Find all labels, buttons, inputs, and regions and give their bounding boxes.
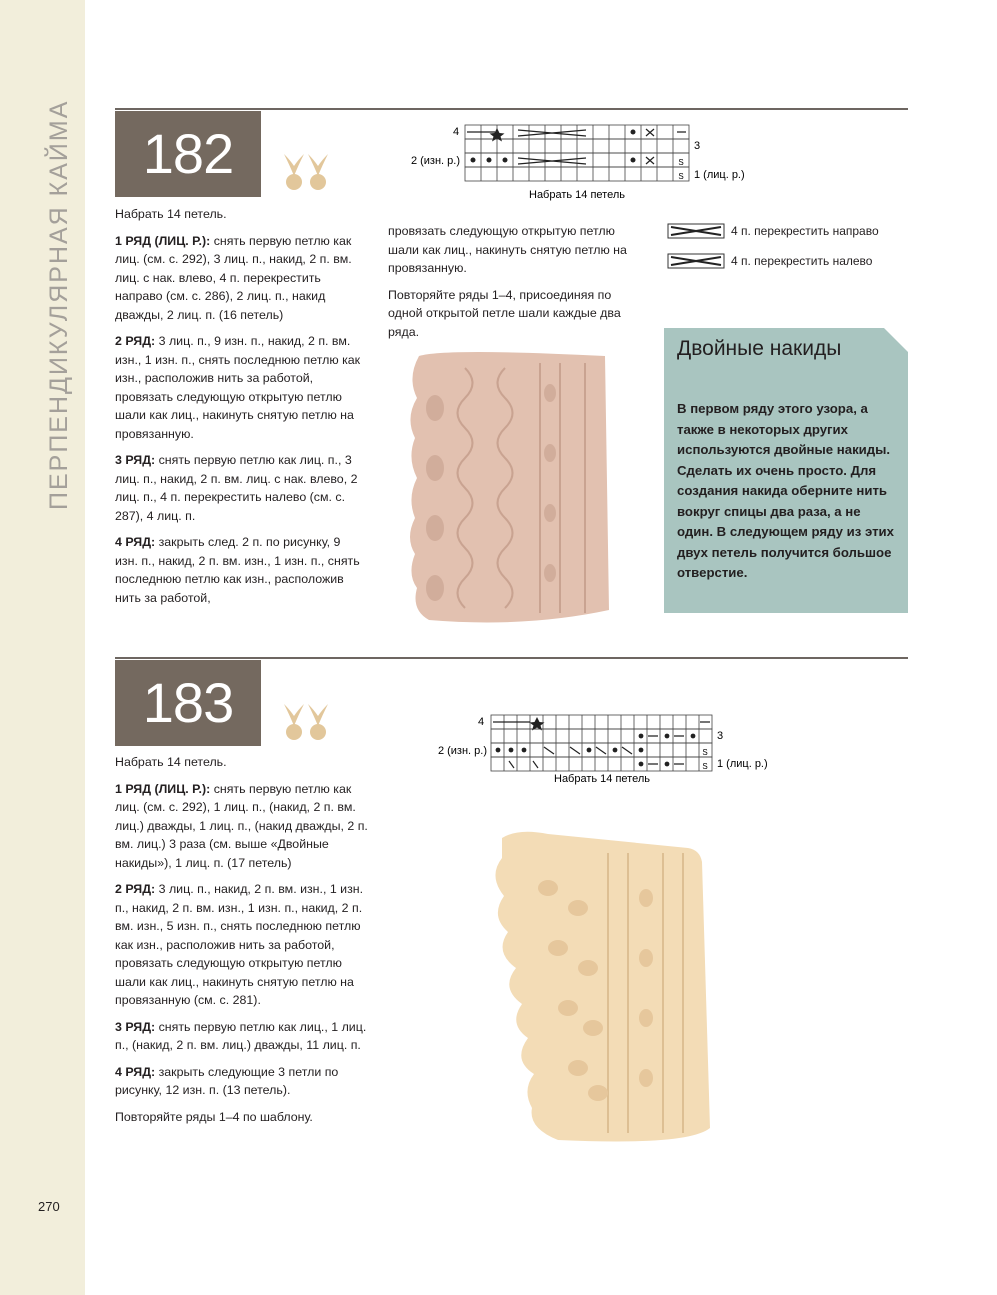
row-2: 2 РЯД: 3 лиц. п., 9 изн. п., накид, 2 п. вм. изн., 1 изн. п., снять последнюю петлю как изн., расположив нить за работой, провязать следующую открытую петлю шали как лиц., накинуть снятую петлю на провязанную. [115, 334, 361, 441]
chart-183-row3: 3 [717, 730, 724, 742]
pattern-183-chart [430, 710, 790, 799]
cast-on: Набрать 14 петель. [115, 755, 227, 769]
svg-text:S: S [678, 158, 684, 167]
pattern-182-continuation [388, 222, 643, 349]
legend-item-cross-right [667, 220, 879, 242]
pattern-182-instructions [115, 205, 365, 615]
chart-182-row2: 2 (изн. р.) [410, 155, 460, 167]
chart-182-row3: 3 [694, 140, 701, 152]
svg-text:S: S [702, 748, 708, 757]
chart-182-row1: 1 (лиц. р.) [694, 169, 745, 181]
cross-right-icon [667, 223, 725, 239]
row-3: 3 РЯД: снять первую петлю как лиц. п., 3 лиц. п., накид, 2 п. вм. лиц. с нак. влево, 2 лиц. п., 4 п. перекрестить налево (см. с. 287), 4 лиц. п. [115, 453, 358, 523]
chart-183-caption: Набрать 14 петель [554, 773, 650, 785]
cast-on: Набрать 14 петель. [115, 207, 227, 221]
section-title: ПЕРПЕНДИКУЛЯРНАЯ КАЙМА [45, 99, 73, 510]
repeat-note: Повторяйте ряды 1–4 по шаблону. [115, 1109, 313, 1124]
svg-text:S: S [678, 172, 684, 181]
chart-182-row4: 4 [453, 126, 460, 138]
row-1: 1 РЯД (ЛИЦ. Р.): снять первую петлю как лиц. (см. с. 292), 1 лиц. п., (накид, 2 п. вм. лиц.) дважды, 1 лиц. п., (накид дважды, 2 п. вм. лиц.) 3 раза (см. выше «Двойные накиды»), 1 лиц. п. (17 петель) [115, 781, 368, 870]
row-2: 2 РЯД: 3 лиц. п., накид, 2 п. вм. изн., 1 изн. п., накид, 2 п. вм. изн., 1 изн. п., накид, 2 п. вм. изн., 5 изн. п., снять последнюю петлю как изн., расположив нить за работой, провязать следующую открытую петлю шали как лиц., накинуть снятую петлю на провязанную (см. с. 281). [115, 882, 364, 1007]
swatch-182-photo [405, 348, 615, 630]
sidebar-body: В первом ряду этого узора, а также в некоторых других используются двойные накиды. Сделать их очень просто. Для создания накида оберните нить вокруг спицы два раза, а не один. В следующем ряду из этих двух петель получится большое отверстие. [677, 401, 894, 580]
cross-left-icon [667, 253, 725, 269]
chart-183-row1: 1 (лиц. р.) [717, 758, 768, 770]
pattern-182-chart [400, 120, 760, 209]
chart-182-caption: Набрать 14 петель [529, 189, 625, 201]
legend-label: 4 п. перекрестить направо [731, 224, 879, 238]
pattern-183-number: 183 [115, 660, 261, 746]
row-4: 4 РЯД: закрыть следующие 3 петли по рисунку, 12 изн. п. (13 петель). [115, 1064, 339, 1097]
sidebar-corner [884, 328, 908, 352]
chart-183-grid [430, 710, 790, 794]
chart-182-grid [400, 120, 760, 204]
page-number: 270 [38, 1199, 60, 1214]
pattern-183-instructions [115, 753, 370, 1134]
pattern-182-number: 182 [115, 111, 261, 197]
row-4: 4 РЯД: закрыть след. 2 п. по рисунку, 9 изн. п., накид, 2 п. вм. изн., 1 изн. п., снять последнюю петлю как изн., расположив нить за работой, [115, 535, 360, 605]
chart-183-row4: 4 [478, 716, 485, 728]
swatch-183-photo [488, 828, 718, 1148]
row-3: 3 РЯД: снять первую петлю как лиц., 1 лиц. п., (накид, 2 п. вм. лиц.) дважды, 11 лиц. п. [115, 1019, 367, 1052]
pattern-183-rule [115, 657, 908, 659]
chart-183-row2: 2 (изн. р.) [437, 745, 487, 757]
sidebar-title: Двойные накиды [677, 337, 842, 360]
legend [667, 220, 879, 280]
row-4-continued: провязать следующую открытую петлю шали как лиц., накинуть снятую петлю на провязанную. [388, 224, 627, 275]
svg-text:S: S [702, 762, 708, 771]
pattern-182-rule [115, 108, 908, 110]
row-1: 1 РЯД (ЛИЦ. Р.): снять первую петлю как лиц. (см. с. 292), 3 лиц. п., накид, 2 п. вм. лиц. с нак. влево, 4 п. перекрестить направо (см. с. 286), 2 лиц. п., накид дважды, 2 лиц. п. (16 петель) [115, 233, 352, 322]
legend-label: 4 п. перекрестить налево [731, 254, 873, 268]
needles-icon [282, 152, 332, 192]
legend-item-cross-left [667, 250, 879, 272]
repeat-note: Повторяйте ряды 1–4, присоединяя по одной открытой петле шали каждые два ряда. [388, 287, 621, 339]
double-yarn-over-sidebar [664, 328, 908, 613]
needles-icon [282, 702, 332, 742]
